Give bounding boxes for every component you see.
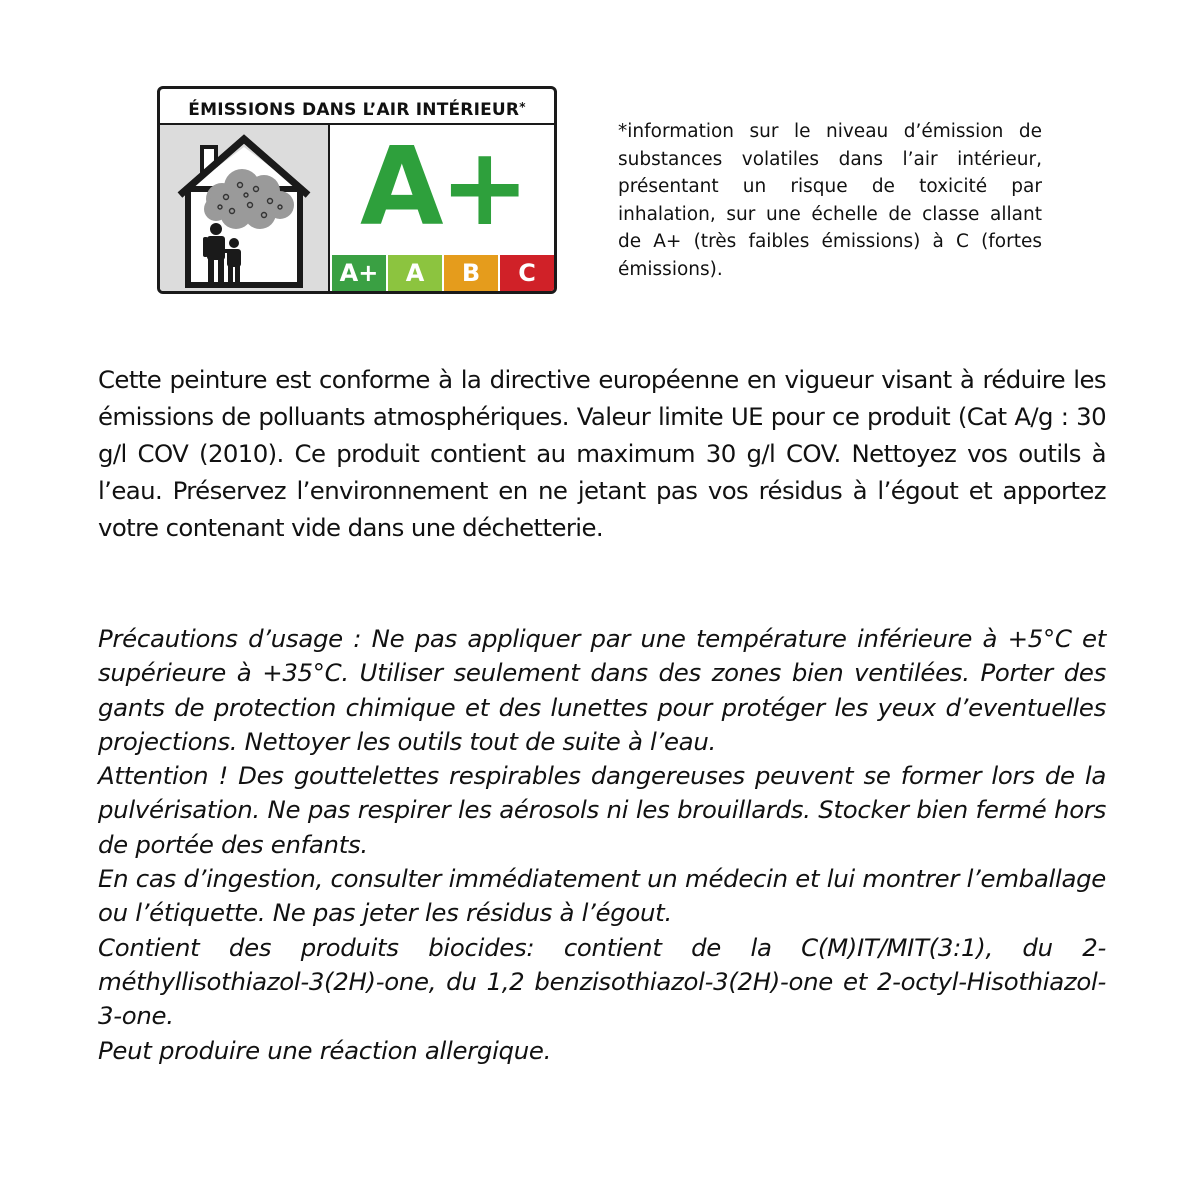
- house-panel: [160, 125, 330, 291]
- scale-cell-a-plus: A+: [332, 255, 386, 291]
- rating-value: A+: [359, 124, 527, 250]
- label-title-text: ÉMISSIONS DANS L’AIR INTÉRIEUR: [188, 100, 520, 120]
- precautions-block: [98, 622, 1106, 1068]
- scale-cell-a: A: [386, 255, 442, 291]
- precautions-allergy: Peut produire une réaction allergique.: [98, 1035, 552, 1065]
- scale-cell-c: C: [498, 255, 554, 291]
- rating-scale: [332, 255, 554, 291]
- precautions-biocides: Contient des produits biocides: contient de la C(M)IT/MIT(3:1), du 2-méthyllisothiazol-3(2H)-one, du 1,2 benzisothiazol-3(2H)-one et 2-octyl-Hisothiazol-3-one.: [98, 932, 1106, 1031]
- precautions-usage: Précautions d’usage : Ne pas appliquer par une température inférieure à +5°C et supérieure à +35°C. Utiliser seulement dans des zones bien ventilées. Porter des gants de protection chimique et des lunettes pour protéger les yeux d’eventuelles projections. Nettoyer les outils tout de suite à l’eau.: [98, 624, 1106, 756]
- emissions-label: [157, 86, 557, 294]
- label-title-asterisk: *: [519, 100, 526, 114]
- precautions-ingestion: En cas d’ingestion, consulter immédiatement un médecin et lui montrer l’emballage ou l’étiquette. Ne pas jeter les résidus à l’égout.: [98, 864, 1106, 928]
- precautions-attention: Attention ! Des gouttelettes respirables dangereuses peuvent se former lors de la pulvérisation. Ne pas respirer les aérosols ni les brouillards. Stocker bien fermé hors de portée des enfants.: [98, 761, 1106, 859]
- conformity-paragraph: Cette peinture est conforme à la directive européenne en vigueur visant à réduire les émissions de polluants atmosphériques. Valeur limite UE pour ce produit (Cat A/g : 30 g/l COV (2010). Ce produit contient au maximum 30 g/l COV. Nettoyez vos outils à l’eau. Préservez l’environnement en ne jetant pas vos résidus à l’égout et apportez votre contenant vide dans une déchetterie.: [98, 365, 1106, 542]
- label-title: [160, 89, 554, 125]
- scale-cell-b: B: [442, 255, 498, 291]
- emissions-footnote: *information sur le niveau d’émission de substances volatiles dans l’air intérieur, présentant un risque de toxicité par inhalation, sur une échelle de classe allant de A+ (très faibles émissions) à C (fortes émissions).: [618, 121, 1042, 280]
- house-family-cloud-icon: [160, 125, 328, 291]
